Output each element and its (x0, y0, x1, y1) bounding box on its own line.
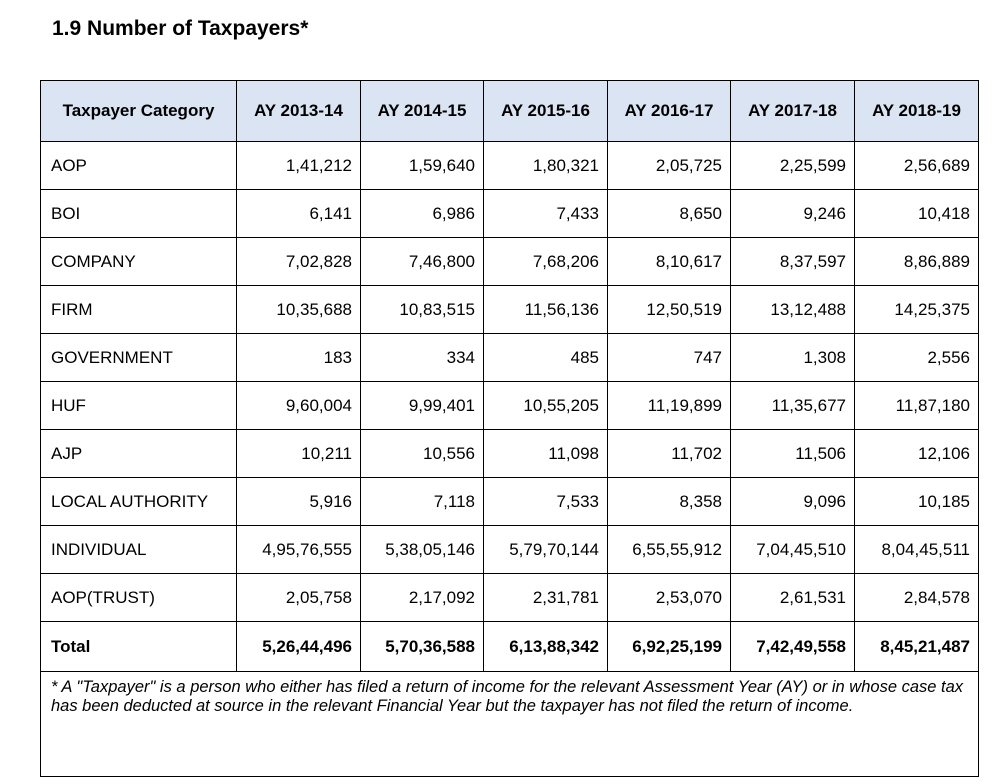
total-label: Total (41, 622, 237, 672)
table-row (41, 238, 979, 286)
value-cell: 9,60,004 (237, 382, 361, 430)
value-cell: 1,308 (731, 334, 855, 382)
value-cell: 14,25,375 (855, 286, 979, 334)
column-header-ay-2014-15: AY 2014-15 (361, 81, 484, 142)
value-cell: 2,17,092 (361, 574, 484, 622)
value-cell: 11,506 (731, 430, 855, 478)
value-cell: 747 (608, 334, 731, 382)
table-row (41, 574, 979, 622)
column-header-ay-2016-17: AY 2016-17 (608, 81, 731, 142)
value-cell: 7,02,828 (237, 238, 361, 286)
value-cell: 11,19,899 (608, 382, 731, 430)
total-row (41, 622, 979, 672)
total-value-cell: 6,13,88,342 (484, 622, 608, 672)
value-cell: 11,098 (484, 430, 608, 478)
value-cell: 5,79,70,144 (484, 526, 608, 574)
table-row (41, 190, 979, 238)
value-cell: 8,10,617 (608, 238, 731, 286)
value-cell: 334 (361, 334, 484, 382)
value-cell: 2,31,781 (484, 574, 608, 622)
category-cell: AOP (41, 142, 237, 190)
value-cell: 12,106 (855, 430, 979, 478)
value-cell: 4,95,76,555 (237, 526, 361, 574)
value-cell: 485 (484, 334, 608, 382)
total-value-cell: 6,92,25,199 (608, 622, 731, 672)
table-row (41, 526, 979, 574)
value-cell: 9,246 (731, 190, 855, 238)
column-header-ay-2018-19: AY 2018-19 (855, 81, 979, 142)
value-cell: 2,84,578 (855, 574, 979, 622)
value-cell: 10,35,688 (237, 286, 361, 334)
value-cell: 11,56,136 (484, 286, 608, 334)
value-cell: 10,83,515 (361, 286, 484, 334)
value-cell: 5,38,05,146 (361, 526, 484, 574)
value-cell: 10,211 (237, 430, 361, 478)
value-cell: 9,096 (731, 478, 855, 526)
value-cell: 7,533 (484, 478, 608, 526)
category-cell: AJP (41, 430, 237, 478)
value-cell: 11,702 (608, 430, 731, 478)
category-cell: COMPANY (41, 238, 237, 286)
column-header-category: Taxpayer Category (41, 81, 237, 142)
value-cell: 10,185 (855, 478, 979, 526)
category-cell: FIRM (41, 286, 237, 334)
total-value-cell: 5,70,36,588 (361, 622, 484, 672)
taxpayers-table (40, 80, 979, 777)
value-cell: 1,80,321 (484, 142, 608, 190)
value-cell: 183 (237, 334, 361, 382)
value-cell: 6,141 (237, 190, 361, 238)
table-row (41, 478, 979, 526)
value-cell: 6,55,55,912 (608, 526, 731, 574)
value-cell: 7,118 (361, 478, 484, 526)
value-cell: 5,916 (237, 478, 361, 526)
value-cell: 2,05,725 (608, 142, 731, 190)
value-cell: 8,358 (608, 478, 731, 526)
value-cell: 10,556 (361, 430, 484, 478)
value-cell: 8,37,597 (731, 238, 855, 286)
value-cell: 10,418 (855, 190, 979, 238)
value-cell: 1,41,212 (237, 142, 361, 190)
table-header-row (41, 81, 979, 142)
value-cell: 2,53,070 (608, 574, 731, 622)
value-cell: 2,56,689 (855, 142, 979, 190)
value-cell: 10,55,205 (484, 382, 608, 430)
value-cell: 2,61,531 (731, 574, 855, 622)
value-cell: 11,87,180 (855, 382, 979, 430)
value-cell: 11,35,677 (731, 382, 855, 430)
total-value-cell: 8,45,21,487 (855, 622, 979, 672)
footnote: * A "Taxpayer" is a person who either has filed a return of income for the relevant Assessment Year (AY) or in whose case tax has been deducted at source in the relevant Financial Year but the taxpayer has not filed the return of income. (41, 672, 979, 777)
value-cell: 6,986 (361, 190, 484, 238)
value-cell: 7,04,45,510 (731, 526, 855, 574)
category-cell: AOP(TRUST) (41, 574, 237, 622)
value-cell: 2,556 (855, 334, 979, 382)
total-value-cell: 5,26,44,496 (237, 622, 361, 672)
table-row (41, 430, 979, 478)
value-cell: 8,650 (608, 190, 731, 238)
value-cell: 9,99,401 (361, 382, 484, 430)
column-header-ay-2015-16: AY 2015-16 (484, 81, 608, 142)
total-value-cell: 7,42,49,558 (731, 622, 855, 672)
value-cell: 2,25,599 (731, 142, 855, 190)
value-cell: 8,86,889 (855, 238, 979, 286)
table-row (41, 142, 979, 190)
table-row (41, 382, 979, 430)
footnote-row (41, 672, 979, 777)
category-cell: BOI (41, 190, 237, 238)
table-row (41, 286, 979, 334)
value-cell: 8,04,45,511 (855, 526, 979, 574)
category-cell: INDIVIDUAL (41, 526, 237, 574)
category-cell: HUF (41, 382, 237, 430)
table-row (41, 334, 979, 382)
column-header-ay-2013-14: AY 2013-14 (237, 81, 361, 142)
value-cell: 13,12,488 (731, 286, 855, 334)
value-cell: 7,46,800 (361, 238, 484, 286)
value-cell: 7,68,206 (484, 238, 608, 286)
category-cell: GOVERNMENT (41, 334, 237, 382)
category-cell: LOCAL AUTHORITY (41, 478, 237, 526)
value-cell: 1,59,640 (361, 142, 484, 190)
page-title: 1.9 Number of Taxpayers* (52, 17, 309, 40)
value-cell: 2,05,758 (237, 574, 361, 622)
value-cell: 7,433 (484, 190, 608, 238)
column-header-ay-2017-18: AY 2017-18 (731, 81, 855, 142)
value-cell: 12,50,519 (608, 286, 731, 334)
